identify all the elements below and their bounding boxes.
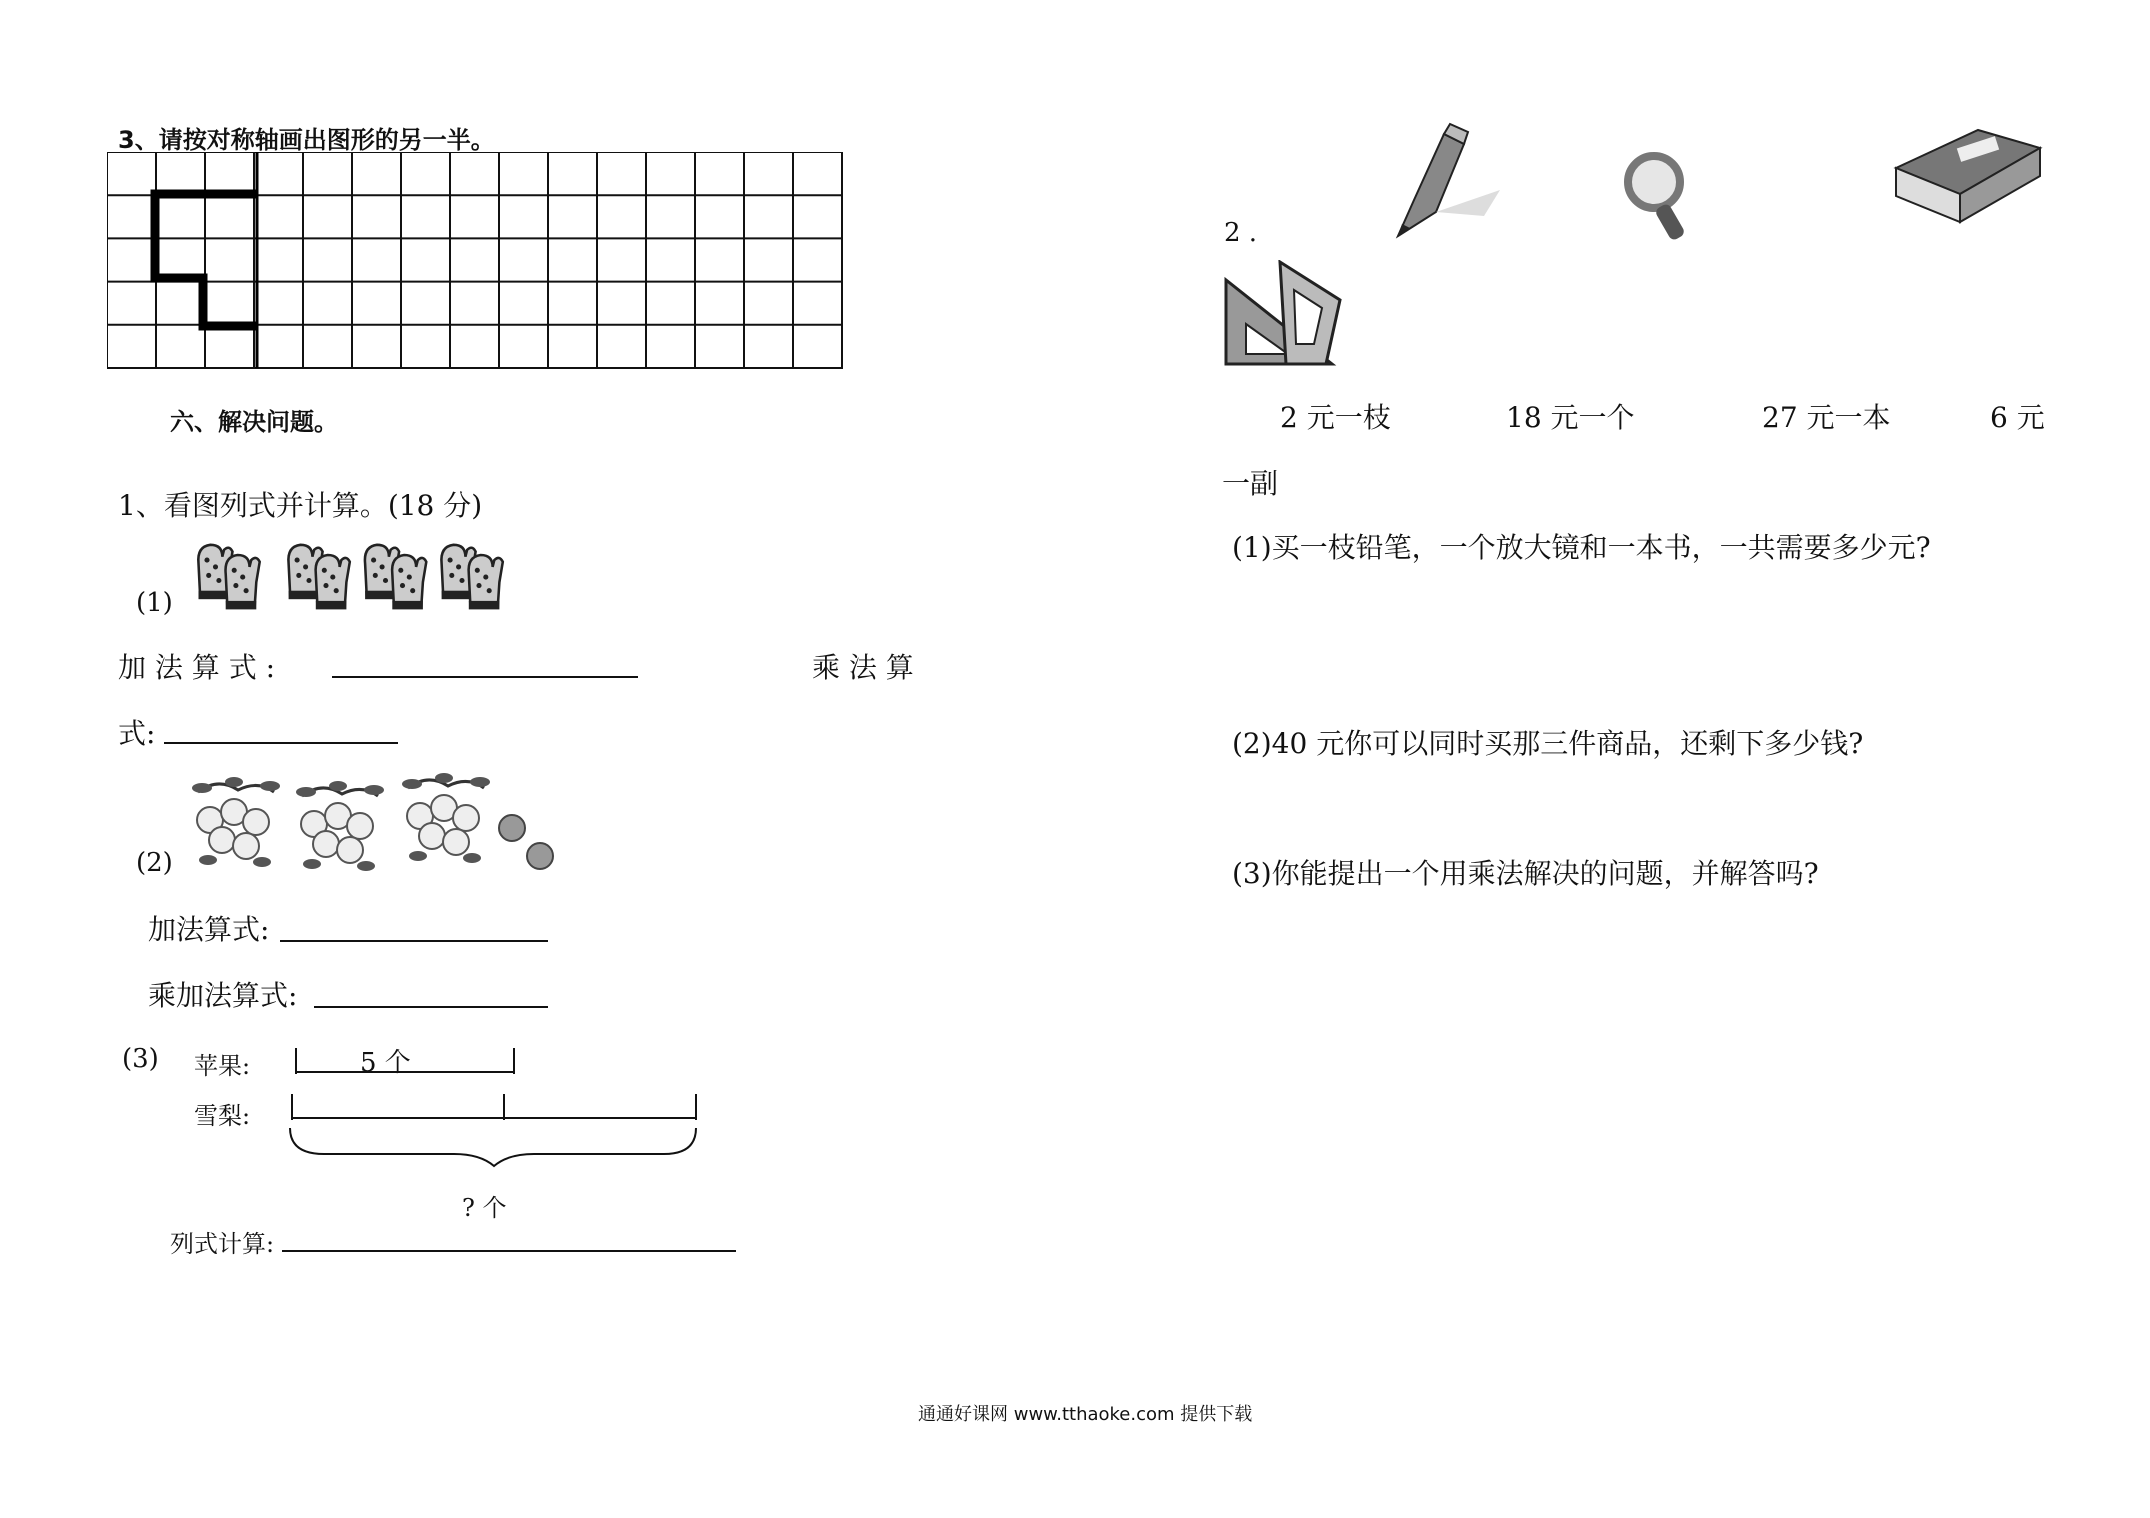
p1-mul-label-1: 乘 法 算 xyxy=(812,651,914,684)
symmetry-grid[interactable] xyxy=(107,152,843,370)
question-1: (1)买一枝铅笔，一个放大镜和一本书，一共需要多少元? xyxy=(1232,531,1931,564)
p1-mul-answer-line[interactable] xyxy=(164,742,398,744)
total-brace xyxy=(290,1128,696,1166)
calc-answer-line[interactable] xyxy=(282,1250,736,1252)
p2-mul-add-label: 乘加法算式: xyxy=(148,979,298,1012)
p2-add-label: 加法算式: xyxy=(148,913,270,946)
price-magnifier: 18 元一个 xyxy=(1506,401,1635,434)
mitten-pair-icon xyxy=(198,545,259,610)
mitten-pair-icon xyxy=(441,545,502,610)
q1-title: 1、看图列式并计算。(18 分) xyxy=(118,489,483,522)
apples-illustration xyxy=(188,768,558,878)
calc-label: 列式计算: xyxy=(170,1230,275,1258)
p3-label: (3) xyxy=(122,1044,159,1074)
section6-title: 六、解决问题。 xyxy=(170,408,338,436)
question-2: (2)40 元你可以同时买那三件商品，还剩下多少钱? xyxy=(1232,727,1864,760)
mittens-illustration xyxy=(190,538,560,618)
magnifier-icon xyxy=(1620,148,1700,244)
apple-value: 5 个 xyxy=(360,1048,411,1078)
p2-add-answer-line[interactable] xyxy=(280,940,548,942)
p1-label: (1) xyxy=(136,588,173,618)
total-label: ? 个 xyxy=(462,1194,507,1222)
apple-icon xyxy=(527,843,553,869)
set-square-icon xyxy=(1222,260,1342,370)
apple-branch-icon xyxy=(192,777,280,867)
footer-credit: 通通好课网 www.tthaoke.com 提供下载 xyxy=(918,1404,1253,1425)
price-set-square: 6 元 xyxy=(1990,401,2045,434)
q3-title: 3、请按对称轴画出图形的另一半。 xyxy=(118,126,495,154)
price-pencil: 2 元一枝 xyxy=(1280,401,1391,434)
p2-mul-add-answer-line[interactable] xyxy=(314,1006,548,1008)
pear-label: 雪梨: xyxy=(194,1102,251,1130)
book-icon xyxy=(1888,118,2048,228)
p1-add-label: 加 法 算 式 : xyxy=(118,651,276,684)
p1-add-answer-line[interactable] xyxy=(332,676,638,678)
segment-diagram xyxy=(284,1040,714,1170)
p1-mul-label-2: 式: xyxy=(118,717,156,750)
apple-icon xyxy=(499,815,525,841)
apple-branch-icon xyxy=(402,773,490,863)
p2-label: (2) xyxy=(136,848,173,878)
apple-label: 苹果: xyxy=(194,1052,251,1080)
mitten-pair-icon xyxy=(365,545,426,610)
apple-branch-icon xyxy=(296,781,384,871)
question-3: (3)你能提出一个用乘法解决的问题，并解答吗? xyxy=(1232,857,1819,890)
q2-number: 2 . xyxy=(1224,218,1258,248)
pencil-icon xyxy=(1380,120,1510,240)
mitten-pair-icon xyxy=(288,545,349,610)
price-set-square-unit: 一副 xyxy=(1222,467,1279,500)
price-book: 27 元一本 xyxy=(1762,401,1891,434)
